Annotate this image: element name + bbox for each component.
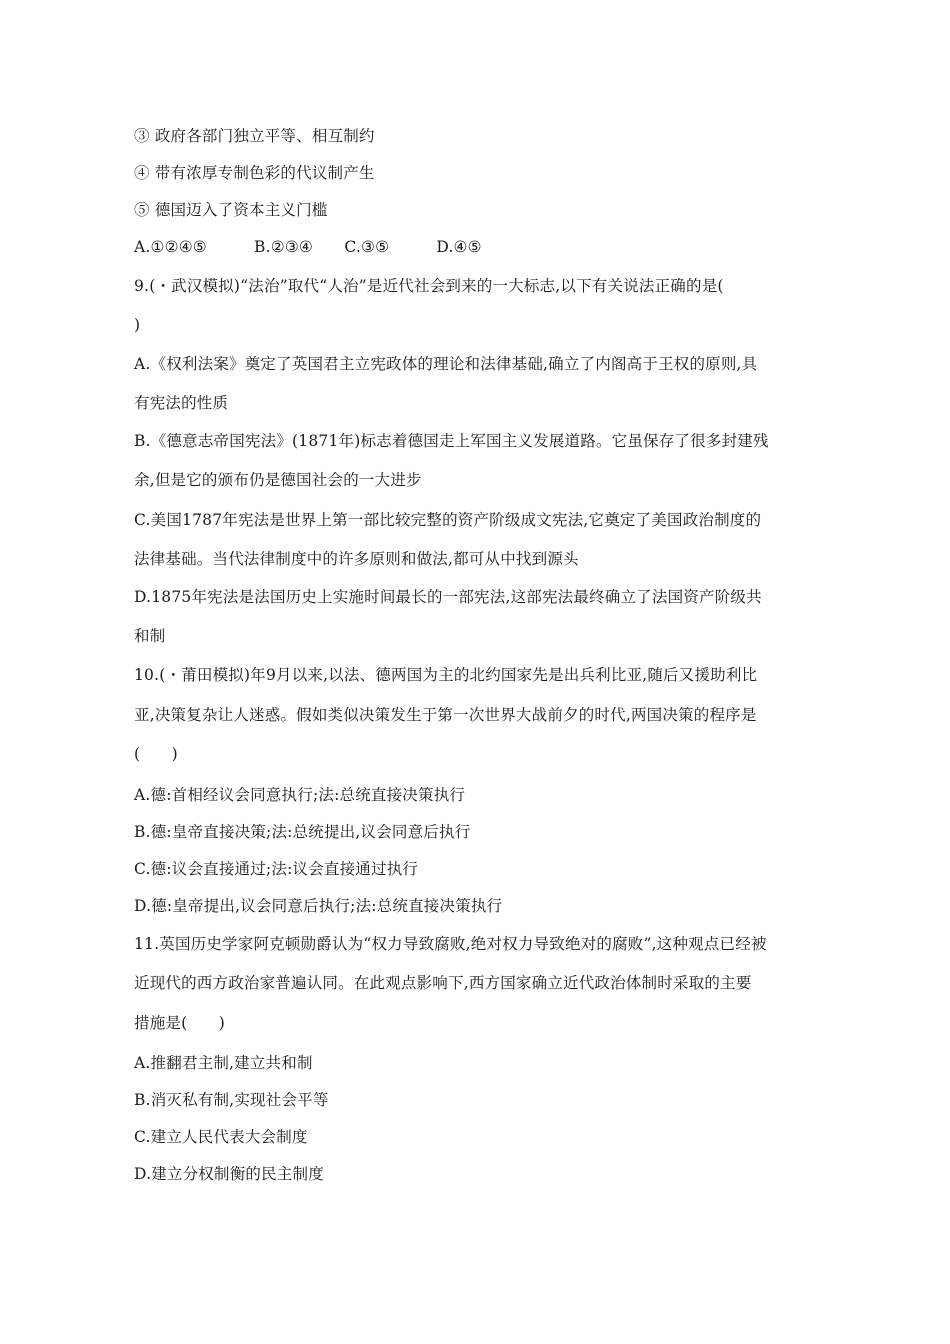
text-line: 亚,决策复杂让人迷惑。假如类似决策发生于第一次世界大战前夕的时代,两国决策的程序是 xyxy=(134,706,757,724)
question-11: 11.英国历史学家阿克顿勋爵认为“权力导致腐败,绝对权力导致绝对的腐败”,这种观点已经被 xyxy=(134,935,767,953)
text-line: ( ) xyxy=(134,745,178,763)
question-10: 10.(・莆田模拟)年9月以来,以法、德两国为主的北约国家先是出兵利比亚,随后又援助利比 xyxy=(134,666,758,684)
option-d: D.建立分权制衡的民主制度 xyxy=(134,1165,324,1183)
text-line: 法律基础。当代法律制度中的许多原则和做法,都可从中找到源头 xyxy=(134,550,579,568)
option-c: C.德:议会直接通过;法:议会直接通过执行 xyxy=(134,860,419,878)
text-line: 近现代的西方政治家普遍认同。在此观点影响下,西方国家确立近代政治体制时采取的主要 xyxy=(134,974,752,992)
answer-options: A.①②④⑤ B.②③④ C.③⑤ D.④⑤ xyxy=(134,238,482,256)
option-a: A.德:首相经议会同意执行;法:总统直接决策执行 xyxy=(134,786,466,804)
option-d: D.德:皇帝提出,议会同意后执行;法:总统直接决策执行 xyxy=(134,897,503,915)
option-a: A.《权利法案》奠定了英国君主立宪政体的理论和法律基础,确立了内阁高于王权的原则,具 xyxy=(134,355,758,373)
text-line: 余,但是它的颁布仍是德国社会的一大进步 xyxy=(134,471,422,489)
text-line: ⑤ 德国迈入了资本主义门槛 xyxy=(134,201,328,219)
option-c: C.建立人民代表大会制度 xyxy=(134,1128,308,1146)
option-a: A.推翻君主制,建立共和制 xyxy=(134,1054,313,1072)
text-line: 和制 xyxy=(134,627,166,645)
option-c: C.美国1787年宪法是世界上第一部比较完整的资产阶级成文宪法,它奠定了美国政治制度的 xyxy=(134,511,762,529)
text-line: ③ 政府各部门独立平等、相互制约 xyxy=(134,127,375,145)
text-line: ④ 带有浓厚专制色彩的代议制产生 xyxy=(134,164,375,182)
text-line: 有宪法的性质 xyxy=(134,394,229,412)
text-line: 措施是( ) xyxy=(134,1014,225,1032)
question-9: 9.(・武汉模拟)“法治”取代“人治”是近代社会到来的一大标志,以下有关说法正确的是( xyxy=(134,277,724,295)
option-b: B.消灭私有制,实现社会平等 xyxy=(134,1091,329,1109)
option-b: B.《德意志帝国宪法》(1871年)标志着德国走上军国主义发展道路。它虽保存了很多封建残 xyxy=(134,432,769,450)
text-line: ) xyxy=(134,316,141,334)
option-d: D.1875年宪法是法国历史上实施时间最长的一部宪法,这部宪法最终确立了法国资产阶级共 xyxy=(134,588,762,606)
option-b: B.德:皇帝直接决策;法:总统提出,议会同意后执行 xyxy=(134,823,471,841)
